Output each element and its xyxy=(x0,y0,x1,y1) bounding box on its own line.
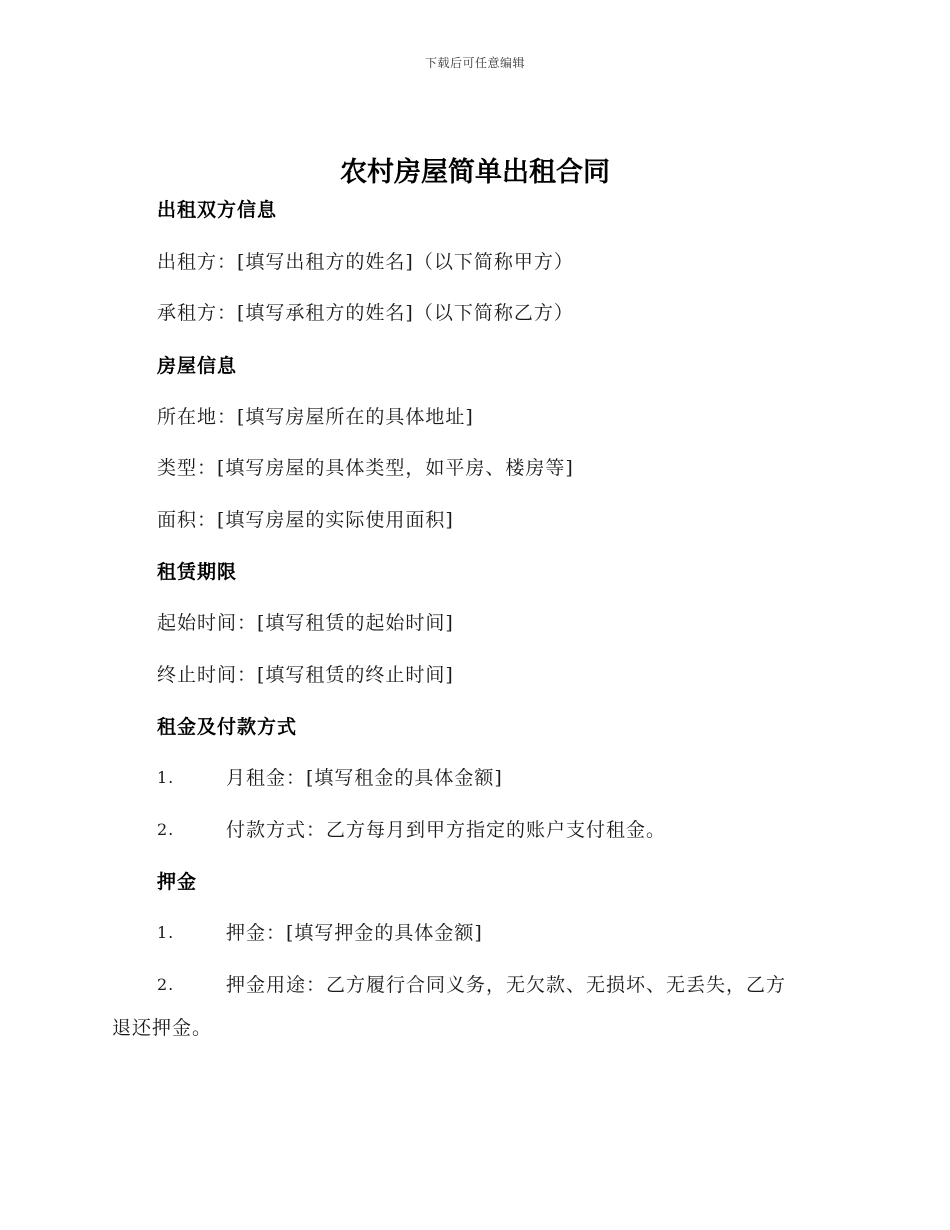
section-heading-rent: 租金及付款方式 xyxy=(157,716,298,738)
payment-method-text: 付款方式：乙方每月到甲方指定的账户支付租金。 xyxy=(226,819,667,841)
section-heading-term: 租赁期限 xyxy=(157,561,238,583)
term-end-line: 终止时间：[填写租赁的终止时间] xyxy=(157,664,454,686)
lessee-line: 承租方：[填写承租方的姓名]（以下简称乙方） xyxy=(157,302,574,324)
house-area-line: 面积：[填写房屋的实际使用面积] xyxy=(157,509,454,531)
term-start-line: 起始时间：[填写租赁的起始时间] xyxy=(157,612,454,634)
list-number: 1. xyxy=(157,923,175,942)
deposit-usage-text: 押金用途：乙方履行合同义务，无欠款、无损坏、无丢失，乙方 xyxy=(226,974,787,996)
house-type-line: 类型：[填写房屋的具体类型，如平房、楼房等] xyxy=(157,457,574,479)
section-heading-deposit: 押金 xyxy=(157,871,198,893)
house-location-line: 所在地：[填写房屋所在的具体地址] xyxy=(157,406,474,428)
continuation-text: 退还押金。 xyxy=(112,1017,213,1039)
rent-amount-text: 月租金：[填写租金的具体金额] xyxy=(226,767,503,789)
lessor-line: 出租方：[填写出租方的姓名]（以下简称甲方） xyxy=(157,251,574,273)
list-number: 2. xyxy=(157,975,175,994)
deposit-amount-text: 押金：[填写押金的具体金额] xyxy=(226,922,483,944)
header-note: 下载后可任意编辑 xyxy=(424,56,525,70)
list-number: 1. xyxy=(157,768,175,787)
section-heading-house: 房屋信息 xyxy=(157,355,238,377)
document-title: 农村房屋简单出租合同 xyxy=(340,157,610,188)
list-number: 2. xyxy=(157,820,175,839)
section-heading-parties: 出租双方信息 xyxy=(157,199,278,221)
